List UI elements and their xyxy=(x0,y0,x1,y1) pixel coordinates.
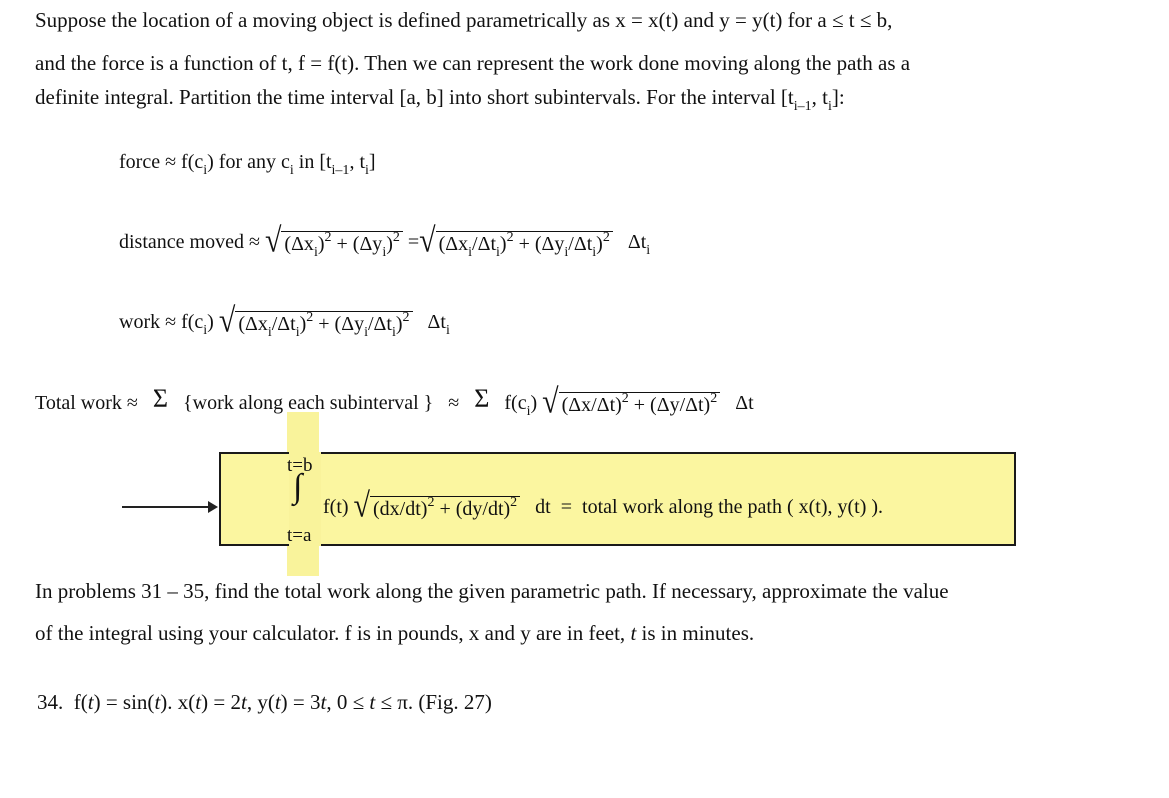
arrow-right-icon xyxy=(208,501,218,513)
sqrt-symbol: √ $(\Delta x_i)^2 + (\Delta y_i)^2$ xyxy=(265,227,403,257)
sigma-symbol: Σ xyxy=(474,384,490,413)
lower-limit: t=a xyxy=(287,525,312,546)
integrand: f(t) √ $(dx/dt)^2 + (dy/dt)^2$ dt = total work along the path ( x(t), y(t) ). xyxy=(323,486,884,525)
sqrt-symbol: √ $(\Delta x_i/\Delta t_i)^2 + (\Delta y_i/\Delta t_i)^2$ xyxy=(219,307,413,337)
integral-sign: ∫ xyxy=(293,468,303,505)
distance-approx-line: distance moved ≈ √ $(\Delta x_i)^2 + (\Delta y_i)^2$ =√ $(\Delta x_i/\Delta t_i)^2 + (\Delta y_i/\Delta t_i)^2$ $\Delta t_i$ xyxy=(119,221,651,260)
arrow-line xyxy=(122,506,214,508)
problems-line-2: of the integral using your calculator. f is in pounds, x and y are in feet, t is in minutes. xyxy=(35,621,755,645)
intro-line-3: definite integral. Partition the time interval [a, b] into short subintervals. For the interval [$t_{i-1}$, $t_i$]: xyxy=(35,85,845,114)
intro-line-2: and the force is a function of t, f = f(t). Then we can represent the work done moving along the path as a xyxy=(35,51,911,75)
problem-34: 34. f(t) = sin(t). x(t) = 2t, y(t) = 3t, 0 ≤ t ≤ π. (Fig. 27) xyxy=(37,690,492,714)
sqrt-symbol: √ $(dx/dt)^2 + (dy/dt)^2$ xyxy=(354,492,521,522)
upper-limit: t=b xyxy=(287,455,313,476)
total-work-line: Total work ≈ Σ {work along each subinterval } ≈ Σ $f(c_i)$ √ $(\Delta x/\Delta t)^2 + (\Delta y/\Delta t)^2$ Δt xyxy=(35,382,754,421)
integral-box xyxy=(219,452,1016,546)
sqrt-symbol: √ $(\Delta x/\Delta t)^2 + (\Delta y/\Delta t)^2$ xyxy=(542,388,720,418)
intro-line-1: Suppose the location of a moving object is defined parametrically as x = x(t) and y = y(t) for a ≤ t ≤ b, xyxy=(35,8,893,32)
force-approx-line: force ≈ $f(c_i)$ for any $c_i$ in [$t_{i-1}$, $t_i$] xyxy=(119,151,376,178)
sigma-symbol: Σ xyxy=(152,384,169,413)
work-approx-line: work ≈ $f(c_i)$ √ $(\Delta x_i/\Delta t_i)^2 + (\Delta y_i/\Delta t_i)^2$ $\Delta t_i$ xyxy=(119,301,450,340)
problems-line-1: In problems 31 – 35, find the total work along the given parametric path. If necessary, approximate the value xyxy=(35,579,949,603)
sqrt-symbol: √ $(\Delta x_i/\Delta t_i)^2 + (\Delta y_i/\Delta t_i)^2$ xyxy=(419,227,613,257)
